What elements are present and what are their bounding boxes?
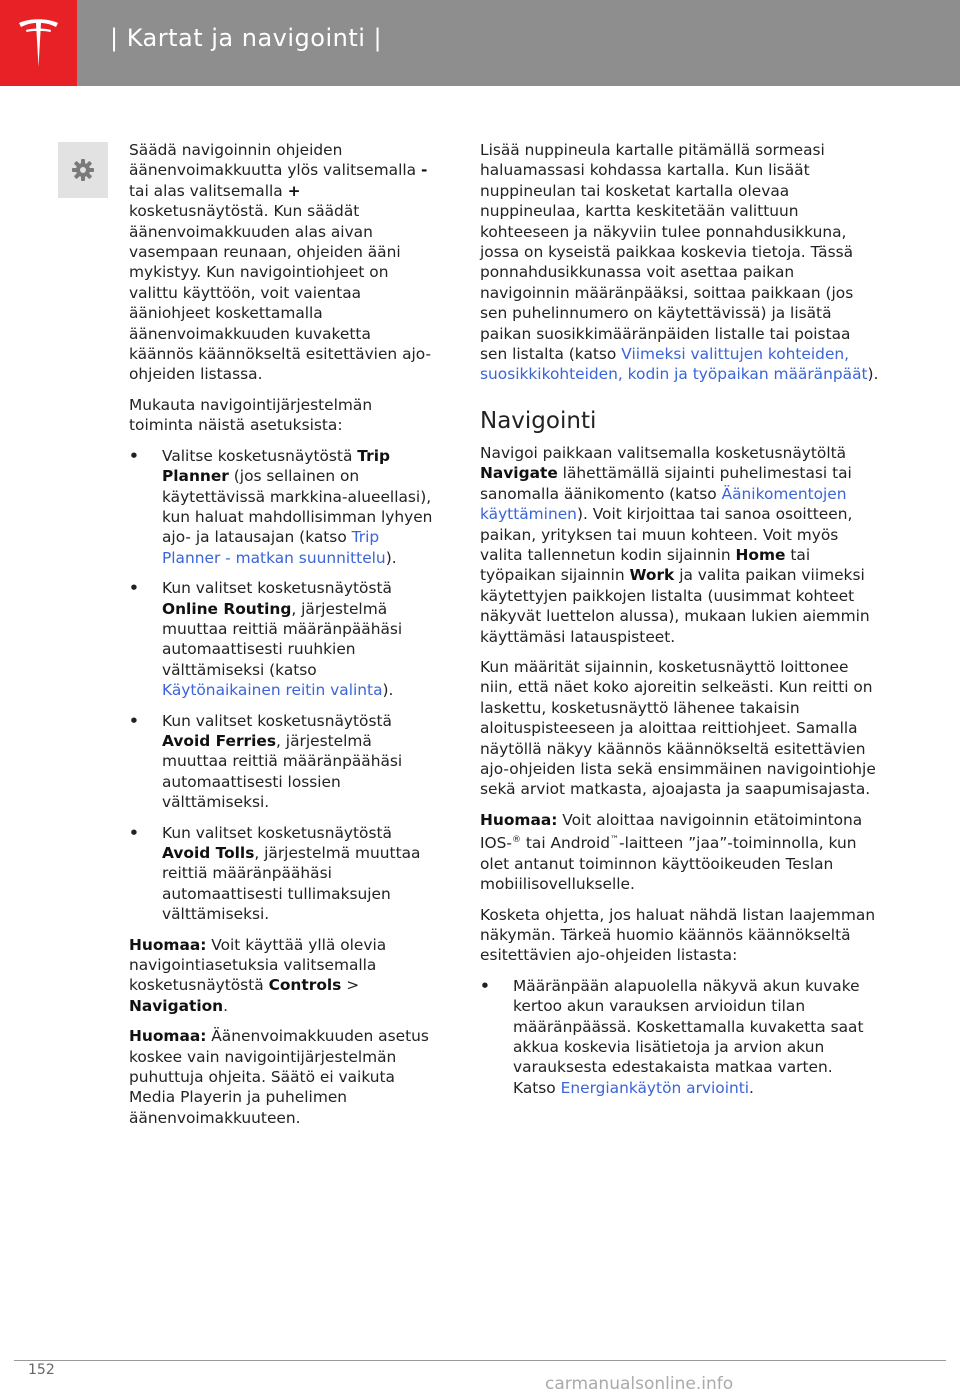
note-paragraph xyxy=(480,810,880,895)
text: Voit käyttää yllä olevia navigointiasetuksia valitsemalla kosketusnäytöstä xyxy=(129,935,387,995)
online-routing-link[interactable]: Käytönaikainen reitin valinta xyxy=(162,681,383,700)
list-item xyxy=(129,823,434,925)
note-paragraph xyxy=(129,1026,434,1128)
text: Lisää nuppineula kartalle pitämällä sormeasi haluamassasi kohdassa kartalla. Kun lisäät nuppineulan tai kosketat kartalla olevaa nuppineulaa, kartta keskitetään valittuun kohteeseen ja näkyviin tulee ponnahdusikkuna, jossa on kyseistä paikkaa koskevia tietoja. Tässä ponnahdusikkunassa voit asettaa paikan navigoinnin määränpääksi, soittaa paikkaan (jos sen puhelinnumero on käytettävissä) ja lisätä paikan suosikkimääränpäiden listalle tai poistaa sen listalta (katso xyxy=(480,141,854,364)
section-heading: Navigointi xyxy=(480,407,597,434)
ui-term: Online Routing xyxy=(162,599,292,618)
favorites-link[interactable]: Viimeksi valittujen kohteiden, suosikkikohteiden, kodin ja työpaikan määränpäät xyxy=(480,345,868,384)
page-title: | Kartat ja navigointi | xyxy=(110,24,383,52)
right-column xyxy=(480,140,880,1108)
text: Navigoi paikkaan valitsemalla kosketusnäytöltä xyxy=(480,443,847,462)
directions-list xyxy=(480,976,880,1098)
ui-term: Avoid Ferries xyxy=(162,731,277,750)
text: -laitteen ”jaa”-toiminnolla, kun olet antanut toiminnon käyttöoikeuden Teslan mobiilisovellukselle. xyxy=(480,834,857,894)
trademark-mark: ™ xyxy=(610,835,620,846)
text: ). xyxy=(385,548,397,567)
volume-paragraph xyxy=(129,140,434,385)
text: ). Voit kirjoittaa tai sanoa osoitteen, paikan, yrityksen tai muun kohteen. Voit myös valita tallennetun kodin sijainnin xyxy=(480,505,853,564)
ui-term: Navigate xyxy=(480,464,558,483)
ui-term: Navigation xyxy=(129,996,224,1015)
text: Määränpään alapuolella näkyvä akun kuvake kertoo akun varauksen arvioidun tilan määränpäässä. Koskettamalla kuvaketta saat akkua koskevia lisätietoja ja arvion akun varauksesta edestakaista matkaa varten. Katso xyxy=(513,976,864,1097)
tesla-logo-icon xyxy=(17,17,60,69)
text: Valitse kosketusnäytöstä xyxy=(162,446,358,465)
text: (jos sellainen on käytettävissä markkina-alueellasi), kun haluat mahdollisimman lyhyen ajo- ja latausajan (katso xyxy=(162,467,433,547)
bullet-icon: • xyxy=(129,823,139,842)
note-paragraph xyxy=(129,935,434,1017)
text: ). xyxy=(382,681,394,700)
text: Säädä navigoinnin ohjeiden äänenvoimakkuutta ylös valitsemalla xyxy=(129,141,421,180)
settings-badge xyxy=(58,142,108,198)
text: tai työpaikan sijainnin xyxy=(480,545,811,585)
list-intro: Kosketa ohjetta, jos haluat nähdä listan laajemman näkymän. Tärkeä huomio käännös käännökseltä esitettävien ajo-ohjeiden listasta: xyxy=(480,905,876,965)
footer-divider xyxy=(14,1360,946,1361)
page-number: 152 xyxy=(28,1362,55,1378)
registered-mark: ® xyxy=(511,835,521,846)
note-label: Huomaa: xyxy=(129,1027,207,1046)
pin-paragraph xyxy=(480,140,880,385)
page-header xyxy=(0,0,960,86)
list-item xyxy=(129,711,434,813)
text: lähettämällä sijainti puhelimestasi tai sanomalla äänikomento (katso xyxy=(480,464,852,503)
watermark: carmanualsonline.info xyxy=(545,1374,734,1394)
ui-term: Work xyxy=(629,566,675,585)
text: Kun valitset kosketusnäytöstä xyxy=(162,579,392,598)
text: kosketusnäytöstä. Kun säädät äänenvoimakkuuden alas aivan vasempaan reunaan, ohjeiden ääni mykistyy. Kun navigointiohjeet on valittu käyttöön, voit vaientaa ääniohjeet koskettamalla äänenvoimakkuuden kuvaketta käännös käännökseltä esitettävien ajo-ohjeiden listassa. xyxy=(129,202,432,384)
minus-symbol: - xyxy=(420,161,428,180)
energy-estimate-link[interactable]: Energiankäytön arviointi xyxy=(560,1078,750,1097)
list-item xyxy=(129,446,434,568)
bullet-icon: • xyxy=(129,446,139,465)
note-label: Huomaa: xyxy=(129,935,207,954)
trip-planner-link[interactable]: Trip Planner - matkan suunnittelu xyxy=(162,528,386,567)
list-item xyxy=(480,976,880,1098)
bullet-icon: • xyxy=(129,711,139,730)
text: tai alas valitsemalla xyxy=(129,181,288,200)
tesla-logo xyxy=(0,0,77,86)
route-paragraph: Kun määrität sijainnin, kosketusnäyttö loittonee niin, että näet koko ajoreitin selkeästi. Kun reitti on laskettu, kosketusnäyttö lähenee takaisin aloituspisteeseen ja aloittaa reittiohjeet. Samalla näytöllä näkyy käännös käännökseltä esitettävien ajo-ohjeiden lista sekä ensimmäinen navigointiohje sekä arviot matkasta, ajoajasta ja saapumisajasta. xyxy=(480,657,876,799)
ui-term: Avoid Tolls xyxy=(162,844,255,862)
ui-term: Home xyxy=(735,545,786,564)
settings-list xyxy=(129,446,434,925)
text: . xyxy=(749,1078,754,1097)
left-column xyxy=(129,140,434,1138)
note-label: Huomaa: xyxy=(480,810,558,829)
text: > xyxy=(341,976,360,995)
text: Kun valitset kosketusnäytöstä xyxy=(162,823,392,842)
text: , järjestelmä muuttaa reittiä määränpäähäsi automaattisesti lossien välttämiseksi. xyxy=(162,731,403,812)
gear-icon xyxy=(71,158,95,182)
plus-symbol: + xyxy=(287,181,301,200)
ui-term: Controls xyxy=(268,976,342,995)
text: . xyxy=(223,996,229,1015)
text: tai Android xyxy=(520,834,611,853)
bullet-icon: • xyxy=(129,579,139,598)
text: ja valita paikan viimeksi käytettyjen paikkojen listalta (uusimmat kohteet näkyvät luettelon alussa), mukaan lukien aiemmin käyttämäsi latauspisteet. xyxy=(480,566,870,646)
text: , järjestelmä muuttaa reittiä määränpäähäsi automaattisesti ruuhkien välttämiseksi (katso xyxy=(162,599,403,679)
list-item xyxy=(129,578,434,700)
voice-commands-link[interactable]: Äänikomentojen käyttäminen xyxy=(480,484,847,524)
ui-term: Trip Planner xyxy=(162,446,390,486)
text: Voit aloittaa navigoinnin etätoimintona IOS- xyxy=(480,810,863,853)
navigate-paragraph xyxy=(480,443,880,647)
bullet-icon: • xyxy=(480,976,490,995)
settings-intro: Mukauta navigointijärjestelmän toiminta näistä asetuksista: xyxy=(129,395,373,435)
text: Kun valitset kosketusnäytöstä xyxy=(162,711,392,730)
text: Äänenvoimakkuuden asetus koskee vain navigointijärjestelmän puhuttuja ohjeita. Säätö ei vaikuta Media Playerin ja puhelimen äänenvoimakkuuteen. xyxy=(129,1027,429,1127)
text: , järjestelmä muuttaa reittiä määränpäähäsi automaattisesti tullimaksujen välttämiseksi. xyxy=(162,844,421,924)
text: ). xyxy=(867,365,879,384)
